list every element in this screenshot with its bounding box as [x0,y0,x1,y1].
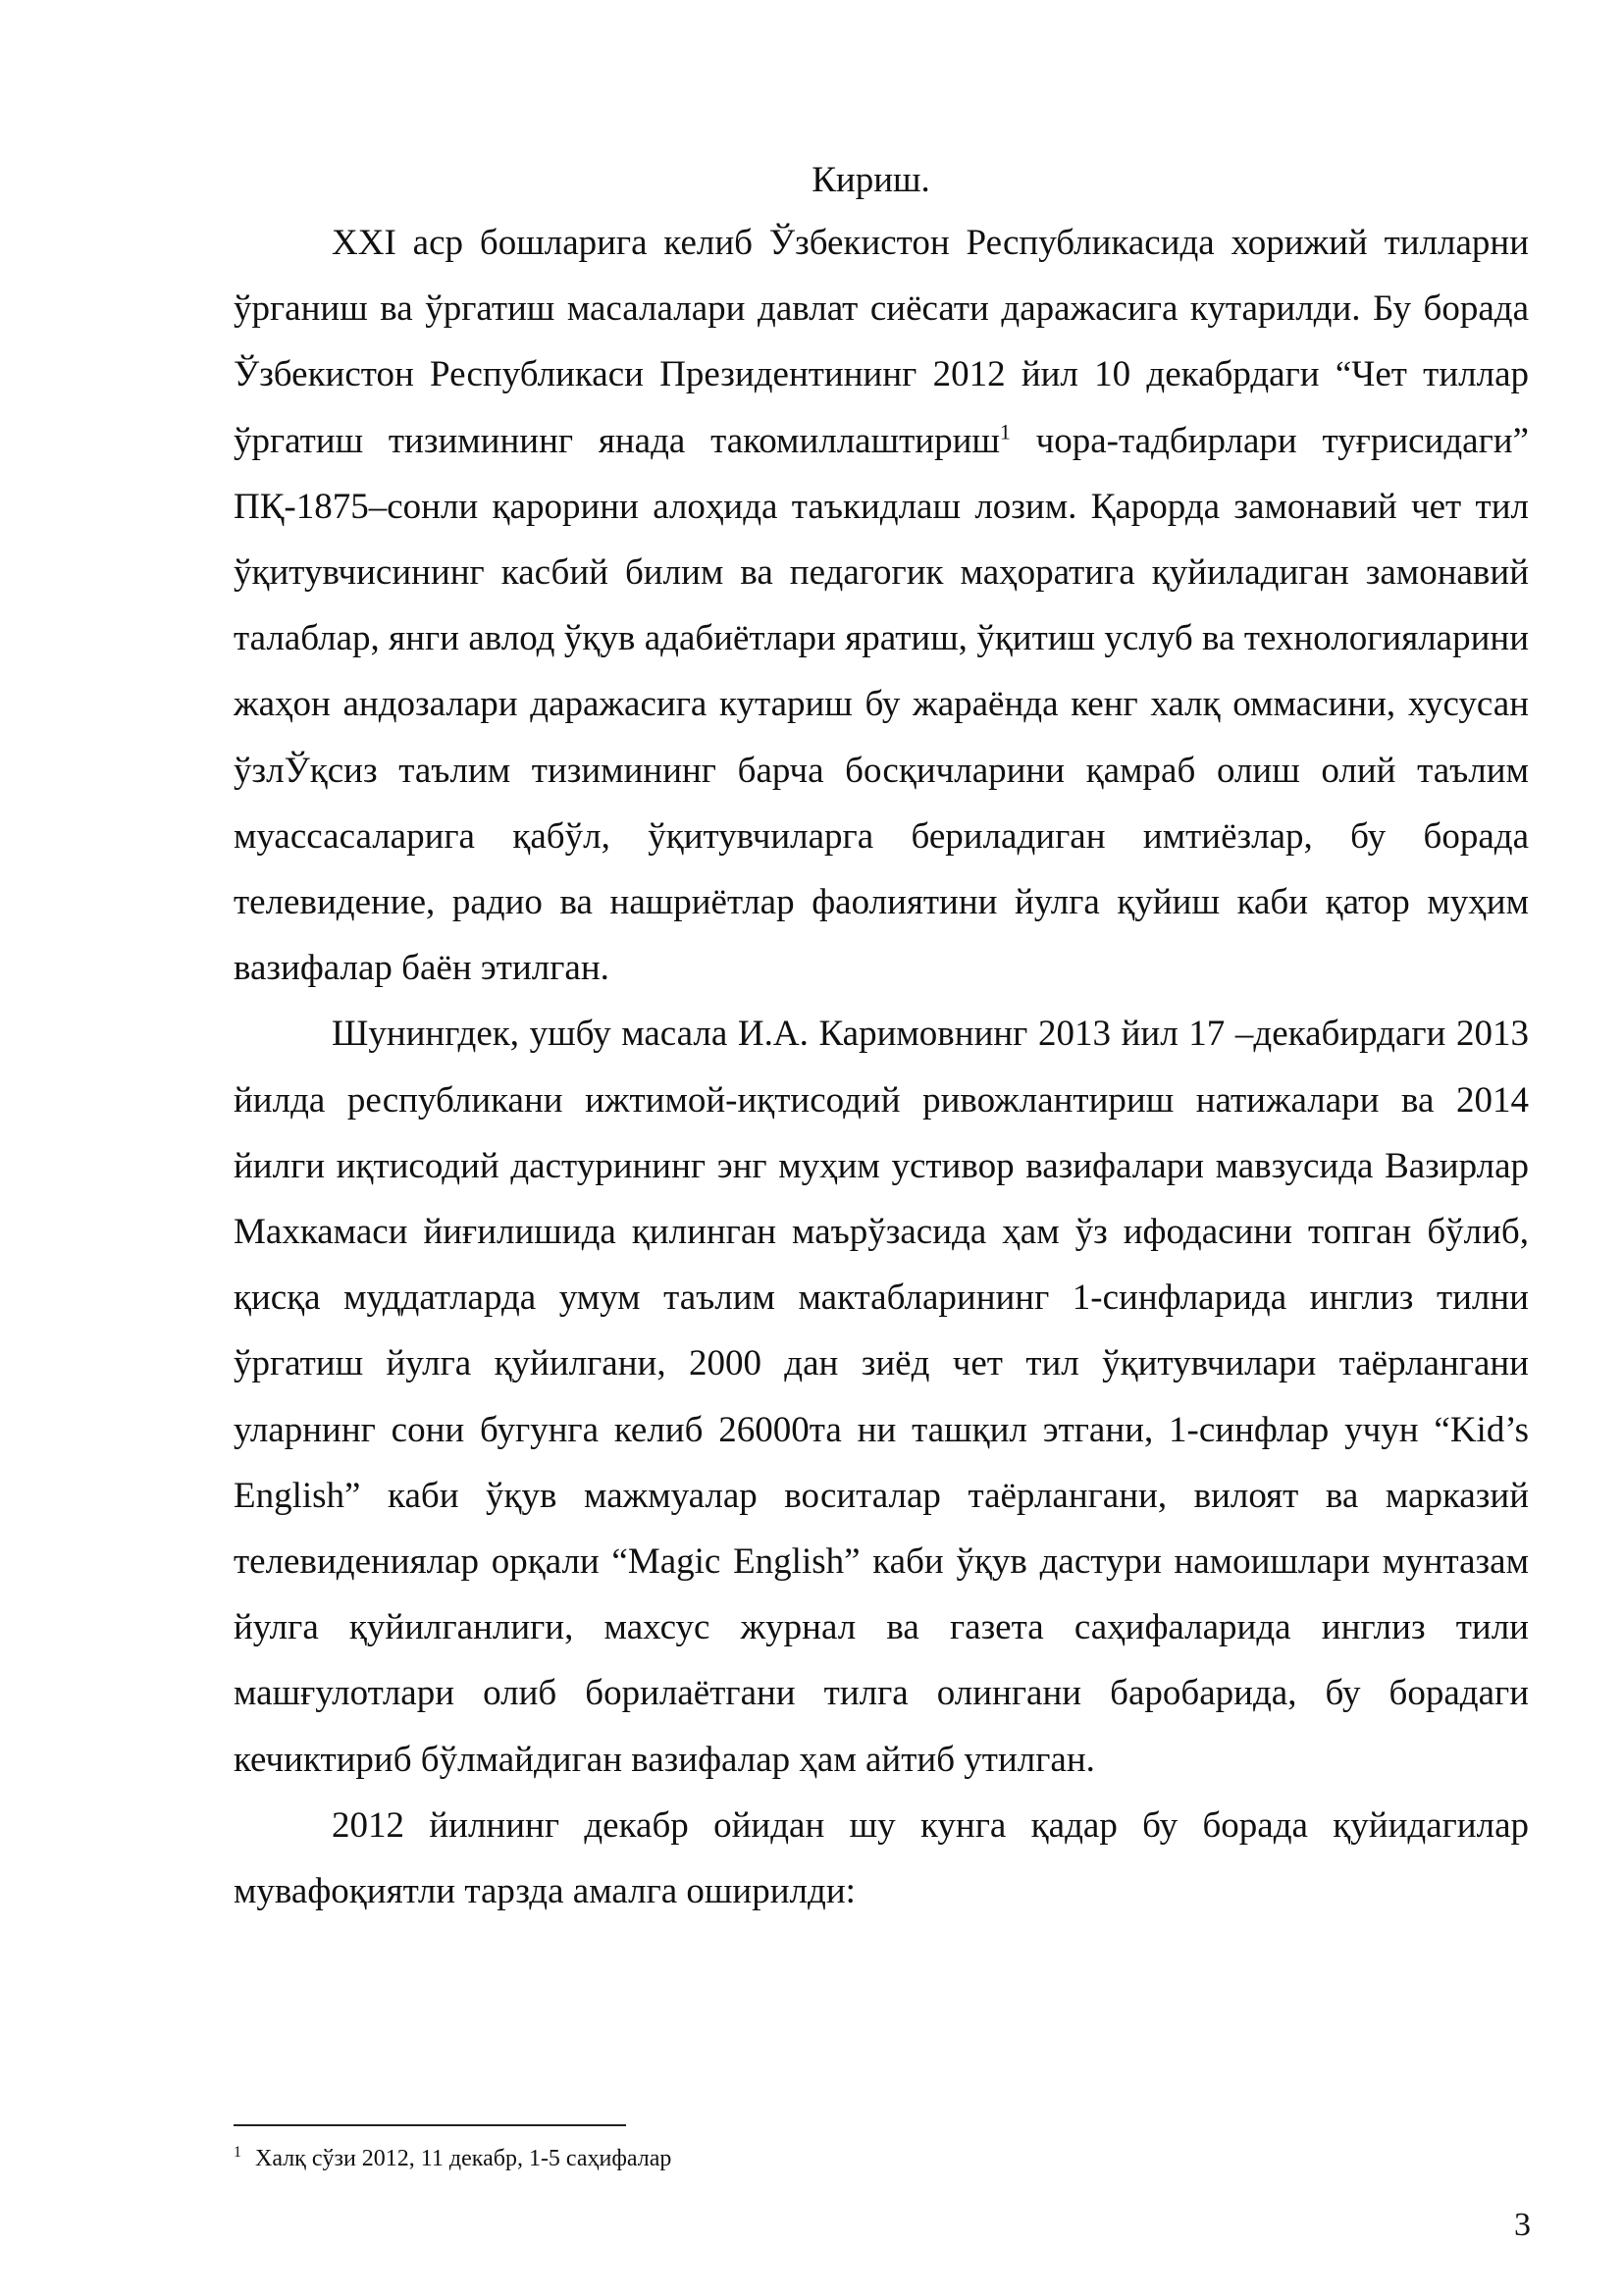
footnote-number: 1 [234,2144,241,2161]
page-number: 3 [1514,2207,1531,2243]
page-title: Кириш. [812,160,930,200]
footnote [234,2137,1215,2174]
paragraph-1-text-a: XXI аср бошларига келиб Ўзбекистон Республикасида хорижий тилларни ўрганиш ва ўргатиш масалалари давлат сиёсати даражасига кутарилди. Бу борада Ўзбекистон Республикаси Президентининг 2012 йил 10 декабрдаги “Чет тиллар ўргатиш тизимининг янада такомиллаштириш [234,223,1529,461]
paragraph-1-text-b: чора-тадбирлари туғрисидаги” ПҚ-1875–сонли қарорини алоҳида таъкидлаш лозим. Қарорда замонавий чет тил ўқитувчисининг касбий билим ва педагогик маҳоратига қуйиладиган замонавий талаблар, янги авлод ўқув адабиётлари яратиш, ўқитиш услуб ва технологияларини жаҳон андозалари даражасига кутариш бу жараёнда кенг халқ оммасини, хусусан ўзлЎқсиз таълим тизимининг барча босқичларини қамраб олиш олий таълим муассасаларига қабўл, ўқитувчиларга бериладиган имтиёзлар, бу борада телевидение, радио ва нашриётлар фаолиятини йулга қуйиш каби қатор муҳим вазифалар баён этилган. [234,420,1529,989]
footnote-text: Халқ сўзи 2012, 11 декабр, 1-5 саҳифалар [255,2146,672,2171]
paragraph-3: 2012 йилнинг декабр ойидан шу кунга қадар бу борада қуйидагилар мувафоқиятли тарзда амалга оширилди: [234,1804,1529,1912]
body-text [234,210,1529,1924]
footnote-reference[interactable]: 1 [999,419,1011,444]
paragraph-2: Шунингдек, ушбу масала И.А. Каримовнинг 2013 йил 17 –декабирдаги 2013 йилда республикани ижтимой-иқтисодий ривожлантириш натижалари ва 2014 йилги иқтисодий дастурининг энг муҳим устивор вазифалари мавзусида Вазирлар Махкамаси йиғилишида қилинган маърўзасида ҳам ўз ифодасини топган бўлиб, қисқа муддатларда умум таълим мактабларининг 1-синфларида инглиз тилни ўргатиш йулга қуйилгани, 2000 дан зиёд чет тил ўқитувчилари таёрлангани уларнинг сони бугунга келиб 26000та ни ташқил этгани, 1-синфлар учун “Kid’s English” каби ўқув мажмуалар воситалар таёрлангани, вилоят ва марказий телевидениялар орқали “Magic English” каби ўқув дастури намоишлари мунтазам йулга қуйилганлиги, махсус журнал ва газета саҳифаларида инглиз тили машғулотлари олиб борилаётгани тилга олингани баробарида, бу борадаги кечиктириб бўлмайдиган вазифалар ҳам айтиб утилган. [234,1014,1529,1780]
footnote-separator [234,2124,626,2126]
paragraph-1 [234,210,1529,1001]
